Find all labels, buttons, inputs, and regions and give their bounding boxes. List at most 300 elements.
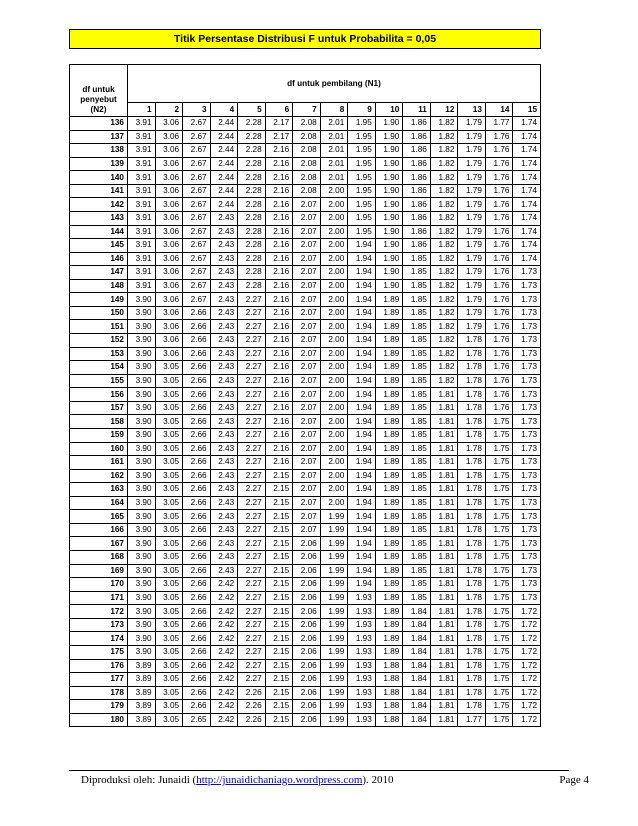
table-cell: 2.67 [183,239,211,253]
table-cell: 1.76 [485,157,513,171]
table-cell: 3.90 [128,428,156,442]
table-cell: 3.05 [155,591,183,605]
table-cell: 1.73 [513,578,541,592]
row-header-cell: 152 [70,334,128,348]
table-cell: 1.74 [513,239,541,253]
table-cell: 1.81 [430,415,458,429]
table-cell: 2.27 [238,374,266,388]
table-cell: 2.42 [210,605,238,619]
table-cell: 2.27 [238,591,266,605]
n1-group-header: df untuk pembilang (N1) [128,65,541,103]
table-cell: 2.00 [320,347,348,361]
table-cell: 2.07 [293,483,321,497]
table-cell: 1.79 [458,198,486,212]
table-cell: 2.66 [183,564,211,578]
table-row [70,279,541,293]
table-row [70,428,541,442]
table-cell: 1.75 [485,686,513,700]
table-cell: 3.05 [155,551,183,565]
table-cell: 1.88 [375,713,403,727]
table-cell: 1.81 [430,496,458,510]
table-cell: 1.89 [375,578,403,592]
table-cell: 1.78 [458,659,486,673]
table-row [70,211,541,225]
table-cell: 1.73 [513,415,541,429]
table-cell: 3.89 [128,686,156,700]
column-header-cell: 11 [403,103,431,117]
table-cell: 2.66 [183,510,211,524]
table-cell: 1.78 [458,510,486,524]
table-cell: 2.27 [238,578,266,592]
table-cell: 3.90 [128,401,156,415]
table-cell: 1.74 [513,144,541,158]
n2-label-line2: penyebut [80,95,117,104]
table-cell: 1.76 [485,225,513,239]
table-cell: 2.66 [183,700,211,714]
table-cell: 2.16 [265,157,293,171]
table-cell: 1.78 [458,361,486,375]
table-cell: 1.95 [348,211,376,225]
table-cell: 1.93 [348,713,376,727]
table-cell: 1.78 [458,374,486,388]
table-cell: 1.81 [430,578,458,592]
table-cell: 1.90 [375,252,403,266]
table-cell: 2.27 [238,496,266,510]
table-row [70,469,541,483]
table-cell: 1.89 [375,334,403,348]
table-cell: 1.79 [458,157,486,171]
row-header-cell: 175 [70,645,128,659]
table-cell: 2.06 [293,673,321,687]
table-cell: 2.27 [238,523,266,537]
row-header-cell: 171 [70,591,128,605]
table-cell: 1.93 [348,591,376,605]
row-header-cell: 172 [70,605,128,619]
row-header-cell: 151 [70,320,128,334]
table-cell: 3.05 [155,537,183,551]
table-cell: 1.89 [375,618,403,632]
table-cell: 1.90 [375,130,403,144]
table-cell: 1.81 [430,510,458,524]
table-cell: 1.90 [375,157,403,171]
table-cell: 1.85 [403,306,431,320]
table-cell: 1.94 [348,334,376,348]
table-cell: 3.90 [128,442,156,456]
table-cell: 2.06 [293,551,321,565]
table-cell: 1.85 [403,510,431,524]
table-cell: 3.91 [128,211,156,225]
row-header-cell: 143 [70,211,128,225]
table-cell: 1.99 [320,537,348,551]
table-cell: 1.81 [430,591,458,605]
row-header-cell: 136 [70,117,128,131]
table-cell: 1.89 [375,456,403,470]
row-header-cell: 154 [70,361,128,375]
table-cell: 2.16 [265,252,293,266]
table-cell: 1.73 [513,388,541,402]
table-cell: 2.42 [210,673,238,687]
table-cell: 1.81 [430,442,458,456]
table-cell: 1.93 [348,700,376,714]
table-cell: 1.94 [348,347,376,361]
table-cell: 2.07 [293,496,321,510]
table-cell: 1.94 [348,578,376,592]
table-cell: 1.94 [348,239,376,253]
table-cell: 1.78 [458,428,486,442]
table-cell: 2.42 [210,686,238,700]
table-cell: 1.84 [403,673,431,687]
table-cell: 2.42 [210,591,238,605]
column-header-cell: 2 [155,103,183,117]
table-cell: 2.27 [238,293,266,307]
row-header-cell: 173 [70,618,128,632]
table-cell: 1.72 [513,700,541,714]
table-cell: 2.42 [210,645,238,659]
table-cell: 2.15 [265,483,293,497]
table-cell: 1.89 [375,496,403,510]
table-cell: 3.06 [155,171,183,185]
table-cell: 2.43 [210,239,238,253]
row-header-cell: 145 [70,239,128,253]
table-cell: 1.94 [348,537,376,551]
table-cell: 2.66 [183,334,211,348]
table-cell: 2.66 [183,537,211,551]
page-number: Page 4 [559,774,589,786]
table-cell: 2.15 [265,686,293,700]
footer-link[interactable]: http://junaidichaniago.wordpress.com [196,774,363,786]
table-cell: 1.90 [375,266,403,280]
table-cell: 2.16 [265,401,293,415]
table-cell: 2.00 [320,428,348,442]
table-cell: 1.94 [348,428,376,442]
row-header-cell: 139 [70,157,128,171]
table-cell: 2.43 [210,361,238,375]
table-cell: 1.95 [348,117,376,131]
table-cell: 1.79 [458,171,486,185]
table-cell: 2.27 [238,605,266,619]
table-cell: 1.84 [403,605,431,619]
table-cell: 3.90 [128,320,156,334]
table-cell: 1.99 [320,551,348,565]
table-cell: 2.43 [210,266,238,280]
table-cell: 3.91 [128,252,156,266]
table-cell: 3.06 [155,117,183,131]
table-cell: 1.79 [458,306,486,320]
table-cell: 1.81 [430,551,458,565]
table-cell: 2.67 [183,171,211,185]
table-cell: 1.89 [375,632,403,646]
table-cell: 2.06 [293,645,321,659]
table-cell: 3.90 [128,361,156,375]
table-cell: 2.66 [183,686,211,700]
n2-label-line3: (N2) [90,105,107,114]
table-cell: 3.90 [128,483,156,497]
table-cell: 1.76 [485,266,513,280]
table-row [70,415,541,429]
table-cell: 2.28 [238,171,266,185]
table-cell: 1.88 [375,700,403,714]
table-cell: 2.66 [183,659,211,673]
table-cell: 2.15 [265,605,293,619]
table-cell: 1.73 [513,306,541,320]
table-cell: 2.07 [293,442,321,456]
table-cell: 1.78 [458,496,486,510]
table-cell: 3.06 [155,225,183,239]
table-cell: 1.99 [320,673,348,687]
table-cell: 2.27 [238,415,266,429]
table-cell: 2.66 [183,469,211,483]
table-cell: 3.05 [155,374,183,388]
table-cell: 2.43 [210,428,238,442]
table-cell: 2.66 [183,456,211,470]
table-cell: 2.07 [293,428,321,442]
table-cell: 1.82 [430,225,458,239]
table-cell: 2.27 [238,401,266,415]
table-cell: 1.73 [513,374,541,388]
table-cell: 2.27 [238,618,266,632]
table-cell: 3.05 [155,496,183,510]
table-cell: 2.16 [265,415,293,429]
table-cell: 2.07 [293,469,321,483]
table-cell: 1.73 [513,551,541,565]
row-header-cell: 138 [70,144,128,158]
table-cell: 1.76 [485,211,513,225]
table-cell: 2.66 [183,632,211,646]
row-header-cell: 166 [70,523,128,537]
table-cell: 1.90 [375,225,403,239]
n2-column-header [70,65,128,117]
footer-prefix: Diproduksi oleh: Junaidi ( [81,774,197,786]
table-cell: 2.06 [293,632,321,646]
table-cell: 1.76 [485,171,513,185]
table-cell: 1.89 [375,374,403,388]
table-cell: 2.67 [183,157,211,171]
table-cell: 1.79 [458,211,486,225]
table-cell: 2.44 [210,198,238,212]
column-header-cell: 15 [513,103,541,117]
table-cell: 1.89 [375,442,403,456]
table-cell: 1.73 [513,334,541,348]
table-cell: 1.79 [458,293,486,307]
table-cell: 1.85 [403,483,431,497]
table-cell: 2.26 [238,713,266,727]
table-cell: 1.73 [513,293,541,307]
footer-credit [81,774,394,786]
table-cell: 2.28 [238,117,266,131]
table-cell: 1.79 [458,117,486,131]
table-cell: 1.85 [403,551,431,565]
table-cell: 2.28 [238,130,266,144]
table-cell: 2.00 [320,279,348,293]
table-cell: 1.99 [320,510,348,524]
table-cell: 1.81 [430,469,458,483]
table-cell: 1.75 [485,510,513,524]
table-cell: 2.16 [265,442,293,456]
table-cell: 1.78 [458,686,486,700]
table-cell: 2.15 [265,632,293,646]
table-cell: 1.74 [513,157,541,171]
table-cell: 2.00 [320,211,348,225]
table-cell: 1.73 [513,496,541,510]
table-cell: 1.78 [458,673,486,687]
table-cell: 1.75 [485,700,513,714]
table-cell: 3.05 [155,510,183,524]
table-cell: 2.67 [183,198,211,212]
table-cell: 3.91 [128,279,156,293]
table-cell: 1.94 [348,374,376,388]
table-row [70,659,541,673]
table-row [70,496,541,510]
table-cell: 2.43 [210,483,238,497]
table-cell: 2.27 [238,483,266,497]
table-cell: 2.43 [210,401,238,415]
table-cell: 1.93 [348,605,376,619]
table-cell: 3.05 [155,686,183,700]
table-cell: 1.99 [320,523,348,537]
table-cell: 3.06 [155,198,183,212]
table-cell: 2.66 [183,618,211,632]
table-cell: 2.06 [293,618,321,632]
table-cell: 1.73 [513,456,541,470]
table-cell: 1.94 [348,388,376,402]
table-cell: 1.81 [430,456,458,470]
table-cell: 1.76 [485,279,513,293]
table-cell: 2.01 [320,157,348,171]
table-cell: 1.81 [430,537,458,551]
row-header-cell: 162 [70,469,128,483]
row-header-cell: 180 [70,713,128,727]
table-cell: 2.06 [293,700,321,714]
table-cell: 1.85 [403,469,431,483]
table-row [70,686,541,700]
table-cell: 3.90 [128,469,156,483]
table-cell: 1.73 [513,469,541,483]
table-row [70,347,541,361]
table-cell: 2.00 [320,456,348,470]
table-cell: 2.66 [183,496,211,510]
table-cell: 1.74 [513,211,541,225]
row-header-cell: 163 [70,483,128,497]
table-cell: 1.76 [485,347,513,361]
table-row [70,618,541,632]
table-cell: 1.99 [320,700,348,714]
table-cell: 1.86 [403,239,431,253]
table-cell: 2.67 [183,225,211,239]
table-cell: 1.85 [403,523,431,537]
table-cell: 3.91 [128,117,156,131]
column-number-row [70,103,541,117]
table-cell: 1.78 [458,645,486,659]
table-cell: 2.07 [293,306,321,320]
table-cell: 2.43 [210,537,238,551]
table-cell: 2.67 [183,211,211,225]
table-row [70,239,541,253]
table-cell: 1.76 [485,184,513,198]
table-cell: 3.06 [155,157,183,171]
table-cell: 2.00 [320,266,348,280]
table-cell: 1.72 [513,632,541,646]
table-cell: 1.81 [430,483,458,497]
table-cell: 1.94 [348,401,376,415]
table-cell: 1.72 [513,673,541,687]
table-cell: 1.79 [458,320,486,334]
table-cell: 1.78 [458,388,486,402]
table-cell: 2.06 [293,591,321,605]
table-cell: 1.89 [375,388,403,402]
table-cell: 2.06 [293,659,321,673]
table-cell: 1.85 [403,361,431,375]
table-cell: 3.06 [155,130,183,144]
table-cell: 1.74 [513,171,541,185]
table-cell: 3.91 [128,239,156,253]
table-cell: 1.78 [458,537,486,551]
table-cell: 2.07 [293,293,321,307]
table-cell: 1.82 [430,320,458,334]
table-cell: 3.90 [128,523,156,537]
table-cell: 2.00 [320,469,348,483]
table-row [70,198,541,212]
table-cell: 2.67 [183,266,211,280]
table-cell: 1.89 [375,401,403,415]
table-cell: 1.89 [375,551,403,565]
table-cell: 2.28 [238,239,266,253]
table-cell: 1.93 [348,632,376,646]
table-cell: 1.90 [375,279,403,293]
table-cell: 2.27 [238,456,266,470]
table-cell: 2.07 [293,198,321,212]
table-cell: 1.76 [485,130,513,144]
column-header-cell: 1 [128,103,156,117]
table-cell: 1.88 [375,686,403,700]
table-cell: 1.75 [485,618,513,632]
table-cell: 2.28 [238,157,266,171]
table-cell: 3.06 [155,293,183,307]
table-cell: 1.73 [513,401,541,415]
table-cell: 2.00 [320,388,348,402]
table-cell: 2.01 [320,171,348,185]
table-cell: 3.05 [155,428,183,442]
table-cell: 1.85 [403,591,431,605]
table-cell: 1.94 [348,279,376,293]
table-cell: 2.43 [210,252,238,266]
table-cell: 1.78 [458,347,486,361]
table-cell: 1.94 [348,415,376,429]
table-cell: 2.43 [210,279,238,293]
table-cell: 2.16 [265,211,293,225]
table-cell: 2.27 [238,632,266,646]
table-cell: 1.81 [430,523,458,537]
table-cell: 1.84 [403,713,431,727]
table-cell: 3.89 [128,659,156,673]
table-cell: 2.27 [238,306,266,320]
table-cell: 1.75 [485,456,513,470]
table-cell: 1.78 [458,483,486,497]
table-cell: 3.05 [155,673,183,687]
table-cell: 1.94 [348,306,376,320]
table-cell: 2.15 [265,496,293,510]
table-cell: 1.90 [375,211,403,225]
table-cell: 2.01 [320,130,348,144]
table-cell: 2.66 [183,673,211,687]
table-cell: 2.16 [265,293,293,307]
table-cell: 1.95 [348,225,376,239]
table-cell: 2.27 [238,334,266,348]
table-cell: 1.94 [348,320,376,334]
table-cell: 2.42 [210,659,238,673]
table-cell: 1.79 [458,184,486,198]
table-cell: 2.07 [293,401,321,415]
table-cell: 2.00 [320,198,348,212]
